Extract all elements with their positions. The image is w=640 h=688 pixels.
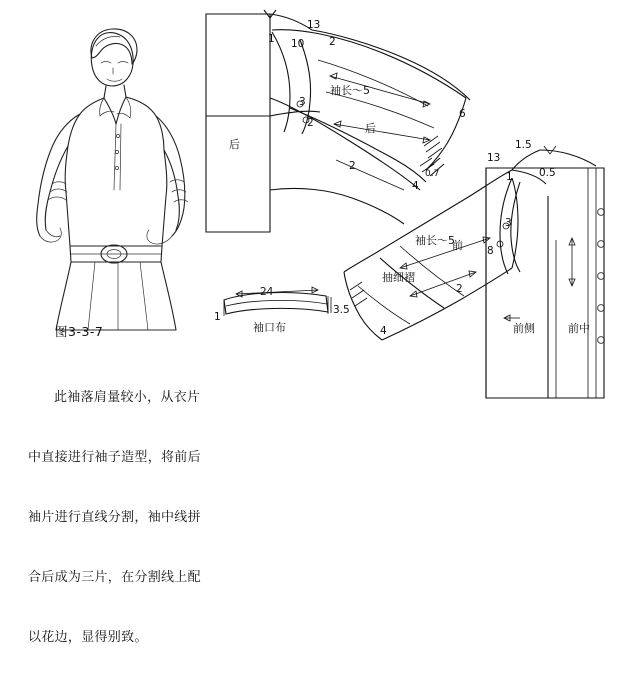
label-back-2: 后: [365, 122, 376, 135]
label-cuff-3-5: 3.5: [333, 304, 350, 316]
label-2-front: 2: [456, 283, 463, 295]
label-2-mid: 2: [307, 117, 314, 129]
description-line-2: 中直接进行袖子造型，将前后: [28, 450, 201, 465]
label-front-side: 前侧: [513, 322, 535, 335]
label-1-5: 1.5: [515, 139, 532, 151]
description-line-4: 合后成为三片，在分割线上配: [28, 570, 201, 585]
label-4: 4: [412, 180, 419, 192]
description-line-5: 以花边，显得别致。: [28, 630, 148, 645]
label-13-front: 13: [487, 152, 501, 164]
description-line-1: 此袖落肩量较小，从衣片: [54, 390, 201, 405]
figure-number: 图3-3-7: [55, 324, 104, 339]
label-0-7: 0.7: [425, 169, 440, 179]
label-front-center: 前中: [568, 322, 590, 335]
back-pattern-block: [206, 10, 470, 232]
label-1-front: 1: [506, 171, 513, 183]
cuff-band-block: [214, 286, 350, 334]
label-6: 6: [459, 108, 466, 120]
label-back-1: 后: [229, 138, 240, 151]
label-sleeve-length-front: 袖长～5: [415, 234, 455, 247]
label-8-front: 8: [487, 245, 494, 257]
label-4-front: 4: [380, 325, 387, 337]
label-sleeve-length-back: 袖长～5: [330, 84, 370, 97]
label-0-5: 0.5: [539, 167, 556, 179]
fashion-croquis: [37, 29, 188, 330]
front-pattern-block: [344, 139, 604, 398]
label-cuff-24: 24: [260, 286, 274, 298]
description-text: [28, 348, 228, 688]
label-gather: 抽细褶: [382, 271, 415, 284]
label-3-front: 3: [505, 217, 512, 229]
description-line-3: 袖片进行直线分割，袖中线拼: [28, 510, 201, 525]
label-cuff-1: 1: [214, 311, 221, 323]
label-10: 10: [291, 38, 305, 50]
label-cuff-name: 袖口布: [253, 321, 286, 334]
label-2-top: 2: [329, 36, 336, 48]
label-front-piece: 前: [452, 239, 463, 252]
label-13: 13: [307, 19, 321, 31]
label-3: 3: [299, 96, 306, 108]
label-2-low: 2: [349, 160, 356, 172]
label-1: 1: [268, 33, 275, 45]
